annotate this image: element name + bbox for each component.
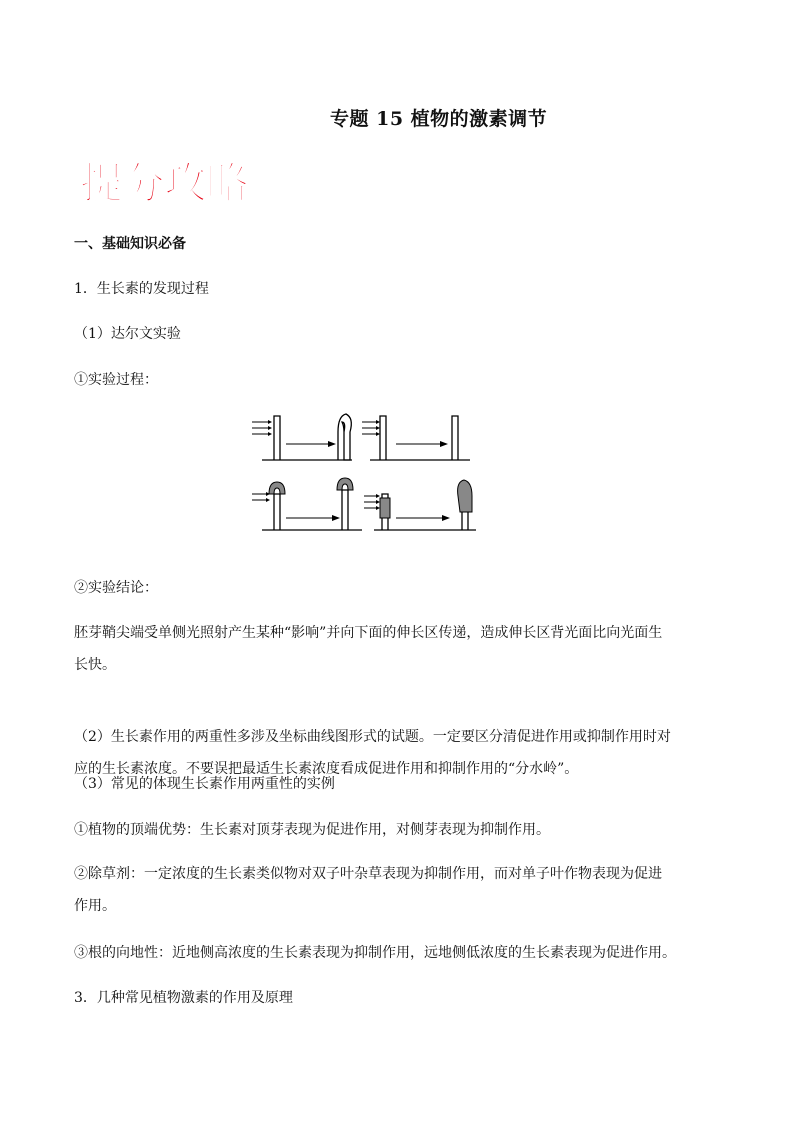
step-conclusion: ②实验结论： (74, 580, 158, 596)
page-title: 专题 15 植物的激素调节 (330, 108, 548, 130)
conclusion-text: 胚芽鞘尖端受单侧光照射产生某种“影响”并向下面的伸长区传递，造成伸长区背光面比向光面生长快。 (74, 625, 663, 673)
example-apical-dominance: ①植物的顶端优势：生长素对顶芽表现为促进作用，对侧芽表现为抑制作用。 (74, 822, 550, 838)
sub-darwin-experiment: （1）达尔文实验 (74, 326, 181, 342)
example-root-gravitropism: ③根的向地性：近地侧高浓度的生长素表现为抑制作用，远地侧低浓度的生长素表现为促进作用。 (74, 945, 676, 961)
sub-examples: （3）常见的体现生长素作用两重性的实例 (74, 776, 335, 792)
item-plant-hormones: 3．几种常见植物激素的作用及原理 (74, 990, 293, 1006)
darwin-experiment-figure (250, 400, 480, 540)
item-auxin-discovery: 1．生长素的发现过程 (74, 281, 209, 297)
section-heading-basics: 一、基础知识必备 (74, 236, 186, 252)
example-herbicide: ②除草剂：一定浓度的生长素类似物对双子叶杂草表现为抑制作用，而对单子叶作物表现为促进作用。 (74, 866, 662, 914)
logo-banner (78, 150, 268, 212)
step-process: ①实验过程： (74, 372, 158, 388)
sub-dual-effect: （2）生长素作用的两重性多涉及坐标曲线图形式的试题。一定要区分清促进作用或抑制作用时对应的生长素浓度。不要误把最适生长素浓度看成促进作用和抑制作用的“分水岭”。 (74, 729, 671, 777)
logo-text: 提分攻略 (80, 159, 248, 209)
